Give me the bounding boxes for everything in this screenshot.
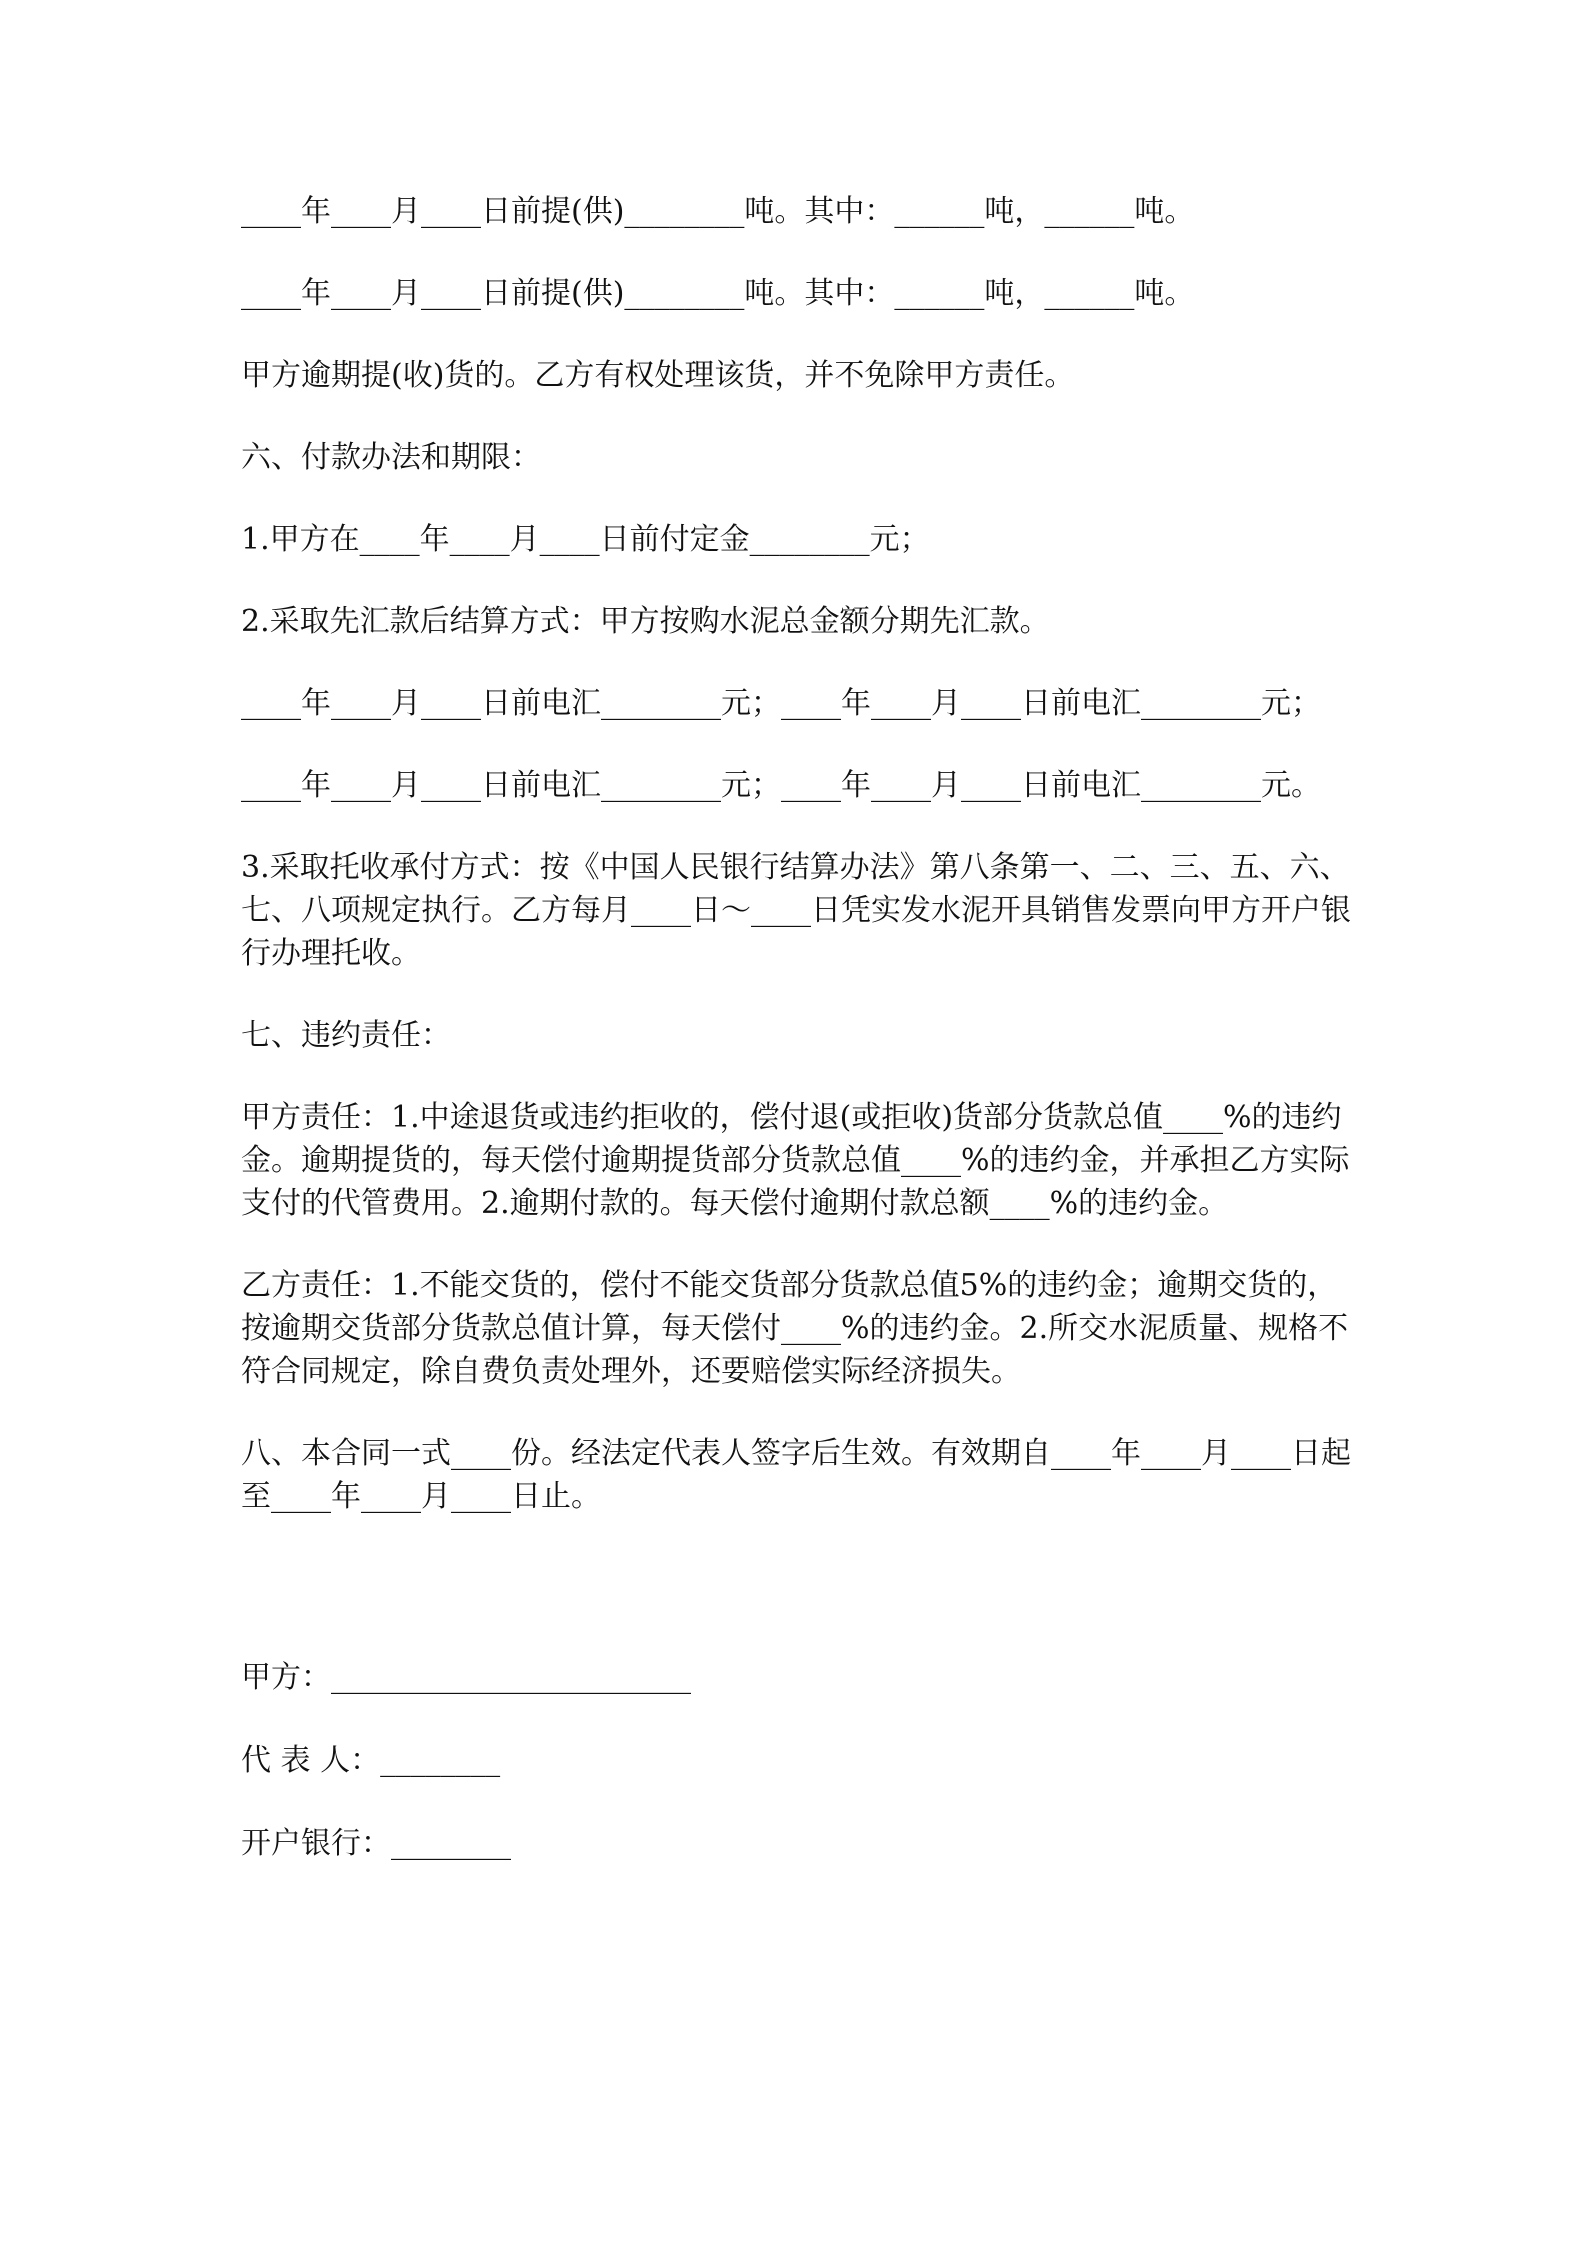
party-b-liability: 乙方责任：1.不能交货的，偿付不能交货部分货款总值5%的违约金；逾期交货的，按逾期交货部分货款总值计算，每天偿付____%的违约金。2.所交水泥质量、规格不符合同规定，除自费负责处理外，还要赔偿实际经济损失。 [241, 1268, 1349, 1389]
contract-body [241, 190, 1356, 1865]
payment-clause-2: 2.采取先汇款后结算方式：甲方按购水泥总金额分期先汇款。 [241, 604, 1050, 639]
section-8-clause: 八、本合同一式____份。经法定代表人签字后生效。有效期自____年____月____日起至____年____月____日止。 [241, 1436, 1351, 1514]
signature-bank: 开户银行：________ [241, 1826, 511, 1861]
delivery-schedule-line-1: ____年____月____日前提(供)________吨。其中：______吨，______吨。 [241, 194, 1195, 229]
payment-clause-1: 1.甲方在____年____月____日前付定金________元； [241, 522, 930, 557]
signature-party-a: 甲方：________________________ [241, 1660, 691, 1695]
section-6-heading: 六、付款办法和期限： [241, 440, 541, 475]
signature-representative: 代 表 人：________ [241, 1743, 501, 1778]
late-pickup-clause: 甲方逾期提(收)货的。乙方有权处理该货，并不免除甲方责任。 [241, 358, 1075, 393]
section-7-heading: 七、违约责任： [241, 1018, 451, 1053]
delivery-schedule-line-2: ____年____月____日前提(供)________吨。其中：______吨，______吨。 [241, 276, 1195, 311]
remittance-schedule-2: ____年____月____日前电汇________元；____年____月____日前电汇________元。 [241, 768, 1321, 803]
payment-clause-3: 3.采取托收承付方式：按《中国人民银行结算办法》第八条第一、二、三、五、六、七、八项规定执行。乙方每月____日～____日凭实发水泥开具销售发票向甲方开户银行办理托收。 [241, 850, 1351, 971]
party-a-liability: 甲方责任：1.中途退货或违约拒收的，偿付退(或拒收)货部分货款总值____%的违约金。逾期提货的，每天偿付逾期提货部分货款总值____%的违约金，并承担乙方实际支付的代管费用。2.逾期付款的。每天偿付逾期付款总额____%的违约金。 [241, 1100, 1350, 1221]
remittance-schedule-1: ____年____月____日前电汇________元；____年____月____日前电汇________元； [241, 686, 1321, 721]
